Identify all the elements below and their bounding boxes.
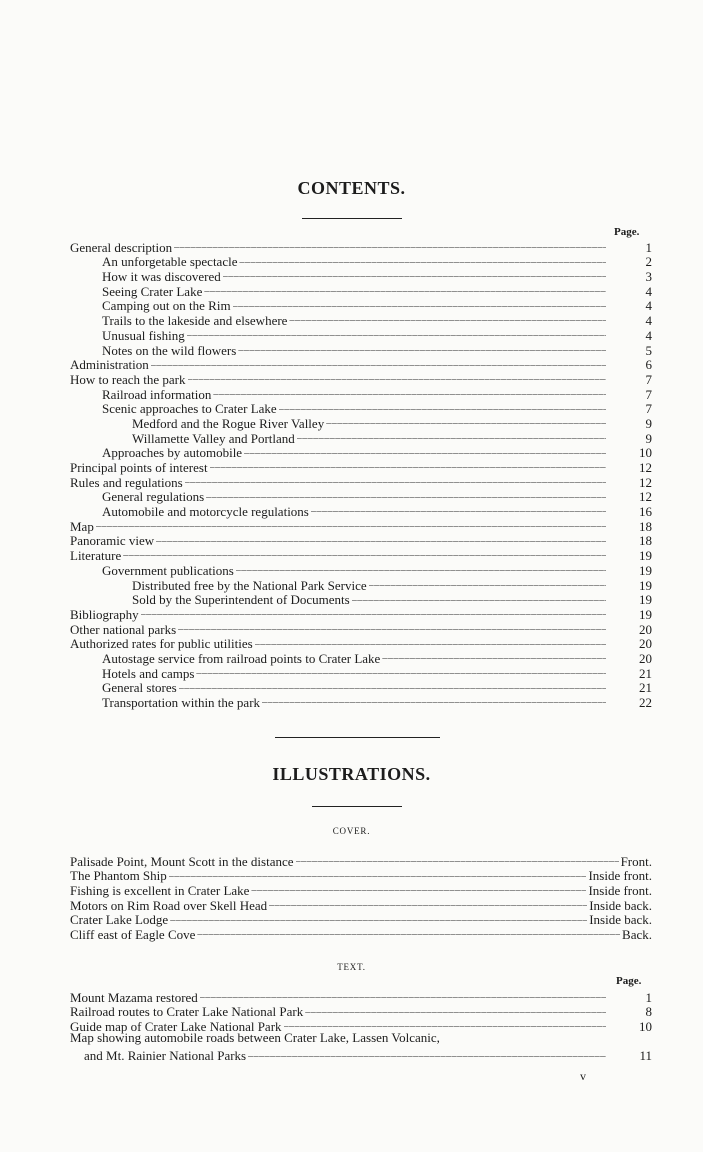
dot-leader <box>269 895 587 910</box>
dot-leader <box>279 399 606 414</box>
dot-leader <box>210 457 606 472</box>
contents-entry-label: Panoramic view <box>70 533 155 549</box>
contents-entry <box>70 457 652 475</box>
contents-entry-label: Literature <box>70 548 122 564</box>
contents-entry-label: An unforgetable spectacle <box>102 254 238 270</box>
dot-leader <box>238 340 606 355</box>
dot-leader <box>305 1002 606 1017</box>
dot-leader <box>311 501 606 516</box>
contents-entry-label: Administration <box>70 357 149 373</box>
contents-entry-label: Railroad information <box>102 386 212 402</box>
contents-entry-label: Other national parks <box>70 621 177 637</box>
contents-entry-label: Rules and regulations <box>70 474 183 490</box>
contents-entry-label: General description <box>70 239 173 255</box>
illustration-label: The Phantom Ship <box>70 868 167 884</box>
contents-entry-page: 19 <box>639 606 652 622</box>
dot-leader <box>96 516 606 531</box>
contents-entry-page: 20 <box>639 621 652 637</box>
contents-entry <box>70 384 652 402</box>
dot-leader <box>187 325 606 340</box>
illustration-page: 8 <box>645 1004 652 1020</box>
illustrations-title-rule <box>312 806 402 807</box>
cover-illustration-entry <box>70 851 652 869</box>
dot-leader <box>248 1046 606 1061</box>
contents-entry-label: Scenic approaches to Crater Lake <box>102 401 277 417</box>
contents-entry-page: 18 <box>639 533 652 549</box>
dot-leader <box>213 384 606 399</box>
text-page-header: Page. <box>616 975 642 987</box>
contents-entry-page: 10 <box>639 445 652 461</box>
contents-entry-page: 22 <box>639 695 652 710</box>
contents-entry <box>70 634 652 652</box>
contents-entry <box>70 413 652 431</box>
contents-entry-page: 12 <box>639 489 652 505</box>
contents-entry <box>70 604 652 622</box>
cover-illustration-entry <box>70 880 652 899</box>
text-illustration-entry <box>70 1046 652 1064</box>
cover-illustration-entry <box>70 866 652 884</box>
contents-entry-page: 19 <box>639 577 652 593</box>
contents-entry <box>70 678 652 696</box>
dot-leader <box>382 648 606 663</box>
contents-entry <box>70 237 652 255</box>
contents-entry <box>70 310 652 329</box>
dot-leader <box>262 692 606 707</box>
contents-entry <box>70 266 652 285</box>
dot-leader <box>185 472 606 487</box>
contents-entry-label: Sold by the Superintendent of Documents <box>132 592 350 608</box>
dot-leader <box>326 413 606 428</box>
cover-illustration-entry <box>70 910 652 928</box>
contents-entry-page: 7 <box>645 371 652 387</box>
contents-entry <box>70 545 652 564</box>
illustration-page: 10 <box>639 1019 652 1035</box>
cover-illustrations-list <box>70 851 652 943</box>
contents-entry-page: 18 <box>639 518 652 534</box>
contents-entry-page: 21 <box>639 665 652 681</box>
contents-entry <box>70 516 652 534</box>
dot-leader <box>179 678 606 693</box>
contents-entry-page: 3 <box>645 269 652 285</box>
contents-entry <box>70 252 652 270</box>
illustrations-title: ILLUSTRATIONS. <box>272 764 431 784</box>
dot-leader <box>169 866 587 881</box>
dot-leader <box>204 281 606 296</box>
contents-entry-page: 19 <box>639 548 652 564</box>
illustration-location: Inside back. <box>589 912 652 928</box>
contents-entry-label: Seeing Crater Lake <box>102 283 203 299</box>
contents-entry <box>70 590 652 608</box>
contents-entry <box>70 487 652 505</box>
contents-entry-page: 20 <box>639 636 652 652</box>
contents-entry-page: 1 <box>645 239 652 255</box>
contents-entry-page: 12 <box>639 460 652 475</box>
contents-entry-label: Distributed free by the National Park Service <box>132 577 367 593</box>
contents-entry <box>70 531 652 549</box>
contents-entry-label: General regulations <box>102 489 205 505</box>
contents-entry-label: Medford and the Rogue River Valley <box>132 415 325 431</box>
dot-leader <box>141 604 606 619</box>
contents-entry-label: Map <box>70 518 94 534</box>
dot-leader <box>289 310 606 325</box>
contents-entry-label: General stores <box>102 680 177 696</box>
illustration-label: Palisade Point, Mount Scott in the distance <box>70 853 294 869</box>
dot-leader <box>244 443 606 458</box>
page-folio: v <box>580 1069 586 1083</box>
cover-illustration-entry <box>70 924 652 943</box>
contents-entry <box>70 560 652 578</box>
dot-leader <box>174 237 606 252</box>
contents-entry-label: Notes on the wild flowers <box>102 342 237 358</box>
contents-entry <box>70 281 652 299</box>
cover-header: COVER. <box>332 826 371 836</box>
contents-entry <box>70 663 652 681</box>
text-illustration-entry <box>70 1016 652 1035</box>
dot-leader <box>196 663 606 678</box>
contents-entry-page: 21 <box>639 680 652 696</box>
contents-entry-label: Automobile and motorcycle regulations <box>102 504 309 520</box>
illustration-label: Mount Mazama restored <box>70 989 198 1005</box>
contents-entry-label: Camping out on the Rim <box>102 298 231 314</box>
illustration-location: Inside front. <box>588 883 652 899</box>
contents-entry-label: Principal points of interest <box>70 460 208 475</box>
illustration-label: Guide map of Crater Lake National Park <box>70 1019 282 1035</box>
contents-entry-page: 19 <box>639 562 652 578</box>
dot-leader <box>297 428 606 443</box>
text-illustrations-list <box>70 987 652 1064</box>
contents-entry-page: 4 <box>645 327 652 343</box>
cover-illustration-entry <box>70 895 652 913</box>
contents-entry-label: Hotels and camps <box>102 665 195 681</box>
contents-entry-page: 7 <box>645 401 652 417</box>
contents-entry-label: Unusual fishing <box>102 327 185 343</box>
contents-list <box>70 237 652 710</box>
illustration-location: Inside back. <box>589 897 652 913</box>
illustration-label: Railroad routes to Crater Lake National Park <box>70 1004 304 1020</box>
contents-entry <box>70 340 652 358</box>
contents-entry-page: 7 <box>645 386 652 402</box>
contents-entry <box>70 575 652 593</box>
dot-leader <box>255 634 606 649</box>
dot-leader <box>223 266 606 281</box>
illustration-page: 11 <box>639 1048 652 1064</box>
illustration-label: Fishing is excellent in Crater Lake <box>70 883 250 899</box>
dot-leader <box>369 575 606 590</box>
dot-leader <box>236 560 606 575</box>
contents-entry <box>70 296 652 314</box>
contents-entry <box>70 443 652 461</box>
section-divider-rule <box>275 737 440 738</box>
contents-entry <box>70 619 652 637</box>
contents-entry-page: 12 <box>639 474 652 490</box>
dot-leader <box>178 619 606 634</box>
contents-entry-label: Bibliography <box>70 606 139 622</box>
illustration-location: Front. <box>620 853 652 869</box>
contents-title-rule <box>302 218 402 219</box>
contents-entry-label: Transportation within the park <box>102 695 261 710</box>
illustration-label: and Mt. Rainier National Parks <box>84 1048 247 1064</box>
contents-entry <box>70 399 652 417</box>
text-illustration-entry <box>70 987 652 1005</box>
contents-entry-page: 19 <box>639 592 652 608</box>
contents-entry-label: Approaches by automobile <box>102 445 243 461</box>
dot-leader <box>197 924 620 939</box>
contents-entry-page: 2 <box>645 254 652 270</box>
contents-entry-label: How it was discovered <box>102 269 221 285</box>
illustration-label: Crater Lake Lodge <box>70 912 169 928</box>
contents-entry-label: Willamette Valley and Portland <box>132 430 295 446</box>
contents-entry-page: 4 <box>645 313 652 329</box>
dot-leader <box>251 880 586 895</box>
illustration-label: Motors on Rim Road over Skell Head <box>70 897 268 913</box>
illustration-location: Inside front. <box>588 868 652 884</box>
contents-entry-page: 20 <box>639 650 652 666</box>
dot-leader <box>170 910 587 925</box>
contents-entry <box>70 325 652 343</box>
contents-entry-label: Autostage service from railroad points to Crater Lake <box>102 650 381 666</box>
dot-leader <box>239 252 606 267</box>
dot-leader <box>296 851 619 866</box>
contents-entry-page: 4 <box>645 283 652 299</box>
contents-entry <box>70 428 652 446</box>
contents-entry-label: Trails to the lakeside and elsewhere <box>102 313 288 329</box>
dot-leader <box>188 369 606 384</box>
contents-entry-page: 9 <box>645 430 652 446</box>
contents-entry <box>70 369 652 387</box>
contents-entry-page: 4 <box>645 298 652 314</box>
text-illustration-entry <box>70 1002 652 1020</box>
dot-leader <box>233 296 606 311</box>
contents-entry <box>70 501 652 520</box>
illustration-page: 1 <box>645 989 652 1005</box>
contents-entry-page: 5 <box>645 342 652 358</box>
dot-leader <box>284 1016 606 1031</box>
illustration-location: Back. <box>622 927 652 943</box>
dot-leader <box>156 531 606 546</box>
contents-page-header: Page. <box>614 226 640 238</box>
contents-entry-page: 16 <box>639 504 652 520</box>
text-illustration-entry <box>70 1031 652 1046</box>
illustration-label: Map showing automobile roads between Crater Lake, Lassen Volcanic, <box>70 1030 440 1046</box>
illustration-label: Cliff east of Eagle Cove <box>70 927 196 943</box>
contents-entry-label: Government publications <box>102 562 234 578</box>
contents-title: CONTENTS. <box>297 178 406 198</box>
contents-entry <box>70 472 652 490</box>
dot-leader <box>200 987 606 1002</box>
contents-entry-label: How to reach the park <box>70 371 186 387</box>
dot-leader <box>352 590 606 605</box>
dot-leader <box>206 487 606 502</box>
contents-entry <box>70 355 652 373</box>
contents-entry-label: Authorized rates for public utilities <box>70 636 253 652</box>
contents-entry <box>70 648 652 666</box>
dot-leader <box>123 545 606 560</box>
contents-entry-page: 9 <box>645 415 652 431</box>
contents-entry-page: 6 <box>645 357 652 373</box>
contents-entry <box>70 692 652 710</box>
dot-leader <box>151 355 606 370</box>
text-header: TEXT. <box>337 962 366 972</box>
